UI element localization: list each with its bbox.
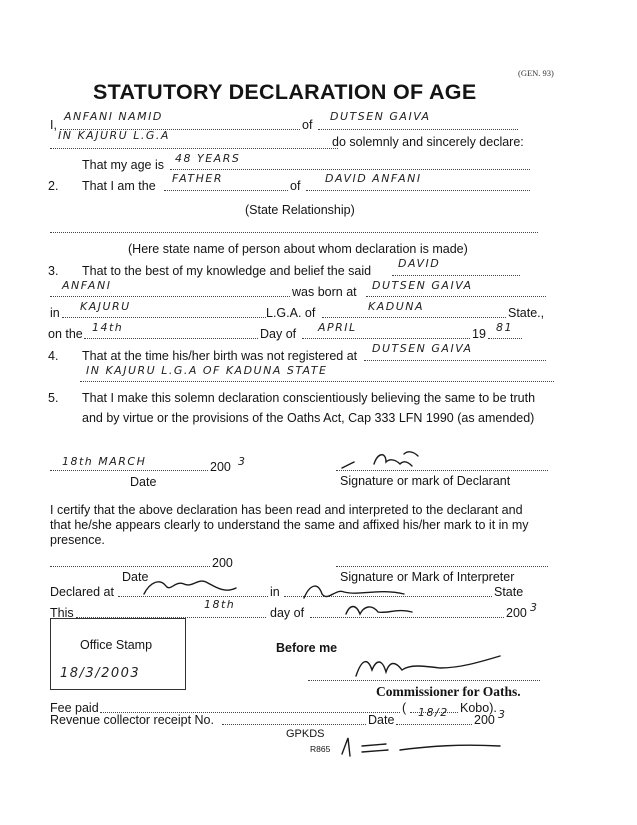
- i-label: I,: [50, 118, 57, 132]
- handwritten-registered-at: DUTSEN GAIVA: [372, 342, 473, 355]
- certify-line-3: presence.: [50, 533, 105, 547]
- handwritten-year: 81: [496, 321, 513, 334]
- lga-of-blank: [322, 317, 506, 318]
- knowledge-text: That to the best of my knowledge and belief the said: [82, 264, 372, 278]
- handwritten-month: APRIL: [318, 321, 357, 334]
- handwritten-name: ANFANI NAMID: [64, 110, 163, 123]
- handwritten-born-at: DUTSEN GAIVA: [372, 279, 473, 292]
- receipt-blank: [222, 724, 366, 725]
- age-label: That my age is: [82, 158, 164, 172]
- declarant-signature-mark: [340, 448, 450, 476]
- said-surname-blank: [50, 296, 290, 297]
- born-label: was born at: [292, 285, 357, 299]
- receipt-date-blank: [396, 724, 472, 725]
- commissioner-label: Commissioner for Oaths.: [376, 684, 521, 699]
- handwritten-this-year: 3: [530, 601, 539, 614]
- person-blank: [306, 190, 530, 191]
- item-number-3: 3.: [48, 264, 59, 278]
- in-label: in: [50, 306, 60, 320]
- item-number-2: 2.: [48, 179, 59, 193]
- receipt-label: Revenue collector receipt No.: [50, 713, 214, 727]
- page-title: STATUTORY DECLARATION OF AGE: [93, 80, 477, 104]
- this-label: This: [50, 606, 74, 620]
- handwritten-of-place: DUTSEN GAIVA: [330, 110, 431, 123]
- of-label: of: [302, 118, 313, 132]
- signature-interpreter-label: Signature or Mark of Interpreter: [340, 570, 515, 584]
- declare-text: do solemnly and sincerely declare:: [332, 135, 524, 149]
- handwritten-lga: KAJURU: [80, 300, 131, 313]
- gpkds-label: GPKDS: [286, 728, 325, 740]
- handwritten-decl-year: 3: [238, 455, 247, 468]
- kobo-open: (: [402, 701, 407, 715]
- kobo-close: Kobo).: [460, 701, 497, 715]
- fee-paid-label: Fee paid: [50, 701, 99, 715]
- handwritten-said-surname: ANFANI: [62, 279, 112, 292]
- declared-at-scribble: [140, 568, 280, 602]
- handwritten-relationship: FATHER: [172, 172, 223, 185]
- day-blank: [84, 338, 258, 339]
- handwritten-in-place: IN KAJURU L.G.A: [58, 129, 170, 142]
- in-place-blank: [50, 148, 338, 149]
- relationship-hint: (State Relationship): [245, 203, 355, 217]
- lga-blank: [62, 317, 266, 318]
- item-number-4: 4.: [48, 349, 59, 363]
- blank-line: [50, 232, 538, 233]
- interp-year-200: 200: [212, 556, 233, 570]
- handwritten-stamp-date: 18/3/2003: [60, 666, 141, 681]
- form-code: (GEN. 93): [518, 68, 554, 78]
- age-blank: [170, 169, 530, 170]
- handwritten-receipt-year: 3: [498, 708, 507, 721]
- solemn-line-1: That I make this solemn declaration conscientiously believing the same to be truth: [82, 391, 536, 405]
- day-of-label: Day of: [260, 327, 297, 341]
- on-the-label: on the: [48, 327, 83, 341]
- handwritten-day: 14th: [92, 321, 124, 334]
- handwritten-registered-line-2: IN KAJURU L.G.A OF KADUNA STATE: [86, 364, 328, 377]
- declared-at-label: Declared at: [50, 585, 114, 599]
- said-name-blank: [392, 275, 520, 276]
- relationship-blank: [164, 190, 288, 191]
- handwritten-decl-date: 18th MARCH: [62, 455, 147, 468]
- handwritten-age: 48 YEARS: [175, 152, 241, 165]
- year-prefix: 19: [472, 327, 486, 341]
- registered-blank: [364, 360, 546, 361]
- of-place-blank: [318, 129, 518, 130]
- interpreter-signature-blank: [336, 566, 548, 567]
- of-label-2: of: [290, 179, 301, 193]
- in-label-2: in: [270, 585, 280, 599]
- year-blank: [488, 338, 522, 339]
- handwritten-receipt-date: 18/2: [418, 706, 449, 719]
- handwritten-lga-of: KADUNA: [368, 300, 425, 313]
- month-blank: [302, 338, 470, 339]
- birth-text: That at the time his/her birth was not registered at: [82, 349, 358, 363]
- bottom-scribble: [340, 734, 510, 760]
- signature-declarant-label: Signature or mark of Declarant: [340, 474, 511, 488]
- solemn-line-2: and by virtue or the provisions of the Oaths Act, Cap 333 LFN 1990 (as amended): [82, 411, 535, 425]
- born-at-blank: [366, 296, 546, 297]
- commissioner-blank: [308, 680, 540, 681]
- state-label-2: State: [494, 585, 524, 599]
- r865-label: R865: [310, 744, 331, 754]
- lga-label: L.G.A. of: [266, 306, 316, 320]
- office-stamp-label: Office Stamp: [80, 638, 153, 652]
- day-of-label-2: day of: [270, 606, 305, 620]
- registered-line-2: [80, 381, 554, 382]
- state-label: State.,: [508, 306, 545, 320]
- receipt-date-label: Date: [368, 713, 395, 727]
- decl-date-label: Date: [130, 475, 157, 489]
- person-hint: (Here state name of person about whom declaration is made): [128, 242, 468, 256]
- interp-date-blank: [50, 566, 210, 567]
- certify-line-2: that he/she appears clearly to understand the same and affixed his/her mark to it in my: [50, 518, 529, 532]
- relationship-label: That I am the: [82, 179, 156, 193]
- decl-year-200: 200: [210, 460, 231, 474]
- certify-line-1: I certify that the above declaration has been read and interpreted to the declarant and: [50, 503, 523, 517]
- handwritten-this-day: 18th: [204, 598, 236, 611]
- before-me-label: Before me: [276, 641, 338, 655]
- handwritten-person: DAVID ANFANI: [325, 172, 422, 185]
- interp-date-label: Date: [122, 570, 149, 584]
- item-number-5: 5.: [48, 391, 59, 405]
- this-year-200: 200: [506, 606, 527, 620]
- receipt-year-200: 200: [474, 713, 495, 727]
- this-month-scribble: [342, 600, 442, 622]
- decl-date-blank: [50, 470, 208, 471]
- handwritten-said-name: DAVID: [398, 257, 441, 270]
